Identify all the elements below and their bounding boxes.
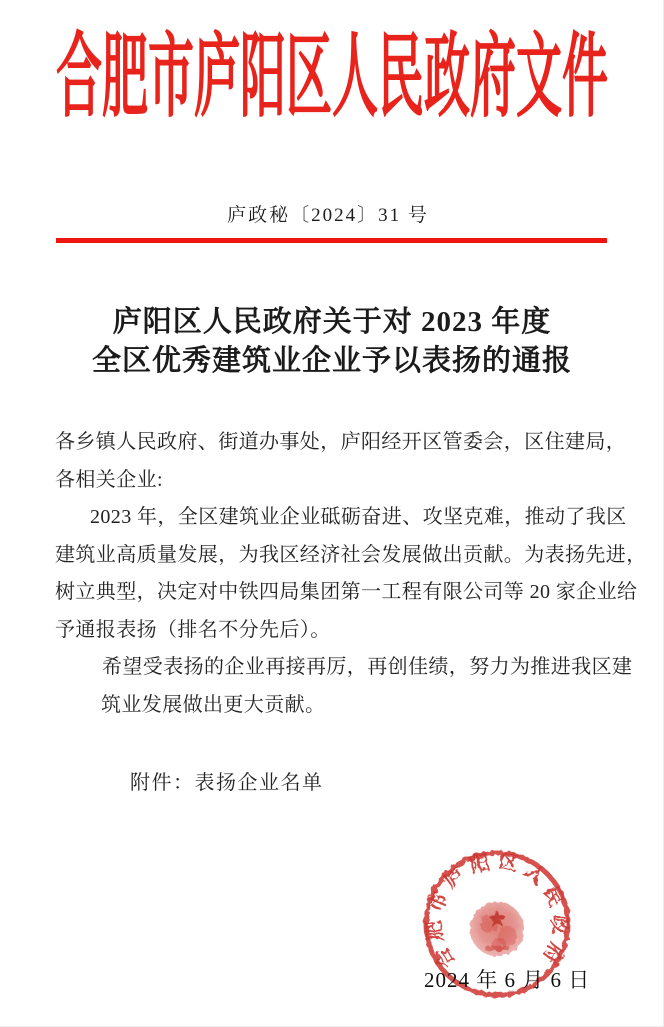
seal-ring-text: 合肥市庐阳区人民政府 — [423, 849, 571, 972]
red-separator-line — [56, 238, 607, 243]
body-line: 希望受表扬的企业再接再厉，再创佳绩，努力为推进我区建 — [102, 656, 633, 678]
body-line: 树立典型，决定对中铁四局集团第一工程有限公司等 20 家企业给 — [55, 581, 638, 603]
letterhead-title: 合肥市庐阳区人民政府文件 — [56, 26, 608, 128]
body-line: 各相关企业: — [55, 468, 163, 491]
document-title — [0, 303, 664, 381]
document-body — [55, 424, 647, 724]
body-line: 予通报表扬（排名不分先后）。 — [55, 618, 331, 641]
attachment-note: 附件：表扬企业名单 — [130, 772, 324, 794]
body-line: 筑业发展做出更大贡献。 — [101, 693, 326, 716]
body-line: 各乡镇人民政府、街道办事处，庐阳经开区管委会，区住建局， — [55, 431, 627, 453]
national-emblem-icon — [470, 902, 524, 956]
document-number: 庐政秘〔2024〕31 号 — [227, 205, 429, 226]
body-line: 建筑业高质量发展，为我区经济社会发展做出贡献。为表扬先进， — [55, 543, 647, 566]
title-line-1: 庐阳区人民政府关于对 2023 年度 — [112, 306, 552, 338]
body-line: 2023 年，全区建筑业企业砥砺奋进、攻坚克难，推动了我区 — [90, 506, 627, 528]
title-line-2: 全区优秀建筑业企业予以表扬的通报 — [91, 345, 572, 377]
signature-date: 2024 年 6 月 6 日 — [424, 968, 591, 992]
